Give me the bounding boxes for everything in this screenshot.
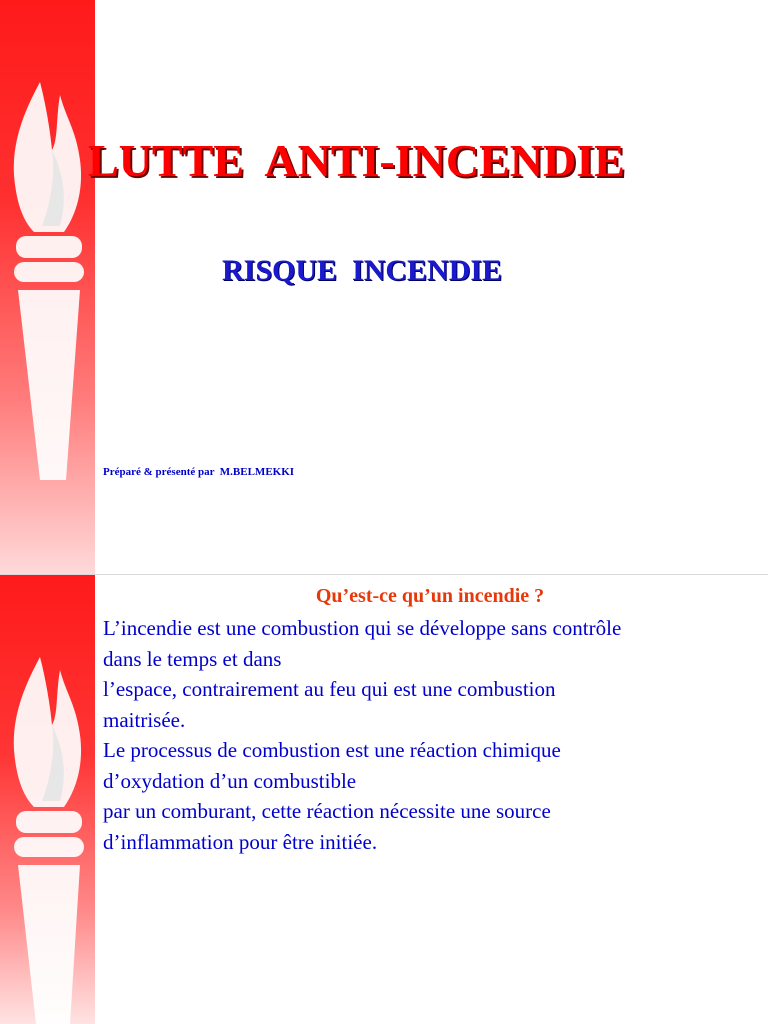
side-band [0,575,95,1024]
slide-definition [0,575,768,1024]
question-heading: Qu’est-ce qu’un incendie ? [315,585,545,607]
body-line: d’inflammation pour être initiée. [103,829,378,854]
body-line: par un comburant, cette réaction nécessite une source [103,799,551,823]
subtitle: RISQUE INCENDIE [222,254,503,287]
body-line: d’oxydation d’un combustible [103,768,357,793]
definition-text [103,613,753,857]
torch-icon [0,0,95,574]
body-line: maitrisée. [103,707,186,732]
body-line: Le processus de combustion est une réaction chimique [103,738,561,762]
body-line: L’incendie est une combustion qui se développe sans contrôle [103,616,622,640]
main-title: LUTTE ANTI-INCENDIE [88,135,625,186]
author-credit: Préparé & présenté par M.BELMEKKI [103,466,295,478]
torch-icon [0,575,95,1024]
body-line: l’espace, contrairement au feu qui est une combustion [103,677,556,701]
body-line: dans le temps et dans [103,646,282,671]
side-band [0,0,95,574]
